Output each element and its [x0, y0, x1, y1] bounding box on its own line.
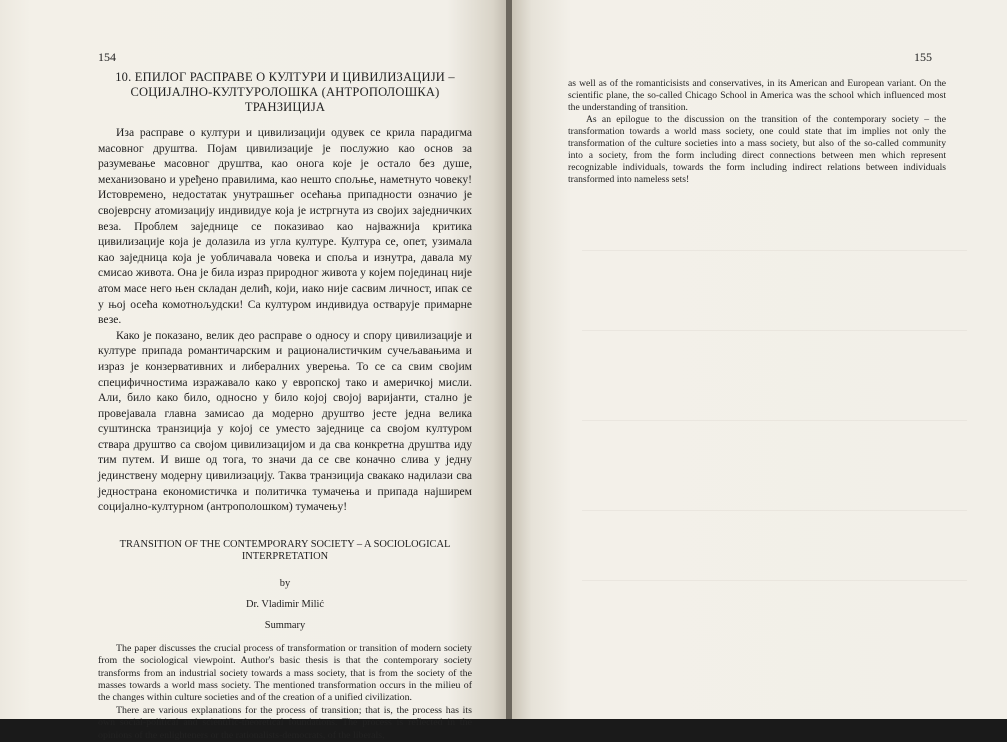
english-title: TRANSITION OF THE CONTEMPORARY SOCIETY – A SOCIOLOGICAL INTERPRETATION: [119, 538, 451, 563]
paragraph: As an epilogue to the discussion on the transition of the contemporary society – the transformation towards a world mass society, one could state that im implies not only the transformation of the culture societies into a mass society, but also of the so-called community into a society, from the form including direct connections between men which represent recognizable individuals, towards the form including indirect relations between individuals transformed into nameless sets!: [568, 114, 946, 185]
summary-paragraph: The paper discusses the crucial process of transformation or transition of modern society from the sociological viewpoint. Author's basic thesis is that the contemporary society transforms from an industrial society towards a mass society, that is from the society of the masses towards a world mass society. The mentioned transformation occurs in the milieu of the changes within culture societies and of the creation of a unified civilization.: [98, 642, 472, 704]
chapter-heading: 10. ЕПИЛОГ РАСПРАВЕ О КУЛТУРИ И ЦИВИЛИЗАЦИЈИ – СОЦИЈАЛНО-КУЛТУРОЛОШКА (АНТРОПОЛОШКА) ТРАНЗИЦИЈА: [115, 70, 455, 114]
summary-paragraph: There are various explanations for the process of transition; that is, the process has its own social-political and scientific-theoretical foundations. The process is reflected in the opinions of the enlighteners or the rationalists-democrats, of the liberals,: [98, 704, 472, 741]
paragraph: Иза расправе о култури и цивилизацији одувек се крила парадигма масовног друштва. Појам цивилизације је послужио као основ за разумевање масовног друштва, као онога које је остало без душе, механизовано и уређено правилима, као нешто спољње, наметнуто човеку! Истовремено, недостатак унутрашњег осећања припадности означио је својеврсну атомизацију индивидуе која је истргнута из својих заједничких веза. Проблем заједнице се показивао као најважнија критика цивилизације која је долазила из угла културе. Култура се, опет, узимала као заједница која је уобличавала човека и споља и изнутра, давала му смисао живота. Она је била израз природног живота у којем појединац није атом масе него њен складан делић, који, иако није сасвим личност, ипак се у њој осећа комотнољудски! Са културом индивидуа остварује примарне везе.: [98, 126, 472, 327]
right-page-text: [568, 78, 946, 186]
show-through-line: [582, 250, 967, 251]
page-number: 155: [914, 50, 932, 64]
paragraph: Како је показано, велик део расправе о односу и спору цивилизације и културе припада романтичарским и рационалистичким сучељавањима и израз је конзервативних и либералних уверења. То се са свим својим специфичностима изражавало како у европској тако и америчкој мисли. Али, било како било, односно у било којој својој варијанти, стално је провејавала главна замисао да модерно друштво јесте једна велика суштинска транзиција у којој се уместо заједнице са својом културом ствара друштво са својом цивилизацијом и да сва конкретна друштва иду тим путем. И више од тога, то значи да се све коначно слива у једну јединствену модерну цивилизацију. Таква транзиција свакако надилази сва једнострана економистичка и политичка тумачења и припада најширем социјално-културном (антрополошком) тумачењу!: [98, 328, 472, 514]
show-through-line: [582, 420, 967, 421]
show-through-line: [582, 510, 967, 511]
right-page: [512, 0, 1007, 719]
summary-label: Summary: [264, 619, 306, 631]
author-name: Dr. Vladimir Milić: [245, 598, 325, 610]
byline: by: [279, 577, 291, 589]
page-number: 154: [98, 50, 116, 64]
paragraph: as well as of the romanticisists and conservatives, in its American and European variant. On the scientific plane, the so-called Chicago School in America was the school which influenced most the understanding of transition.: [568, 78, 946, 113]
show-through-line: [582, 330, 967, 331]
left-page-text: [98, 70, 472, 742]
show-through-line: [582, 580, 967, 581]
